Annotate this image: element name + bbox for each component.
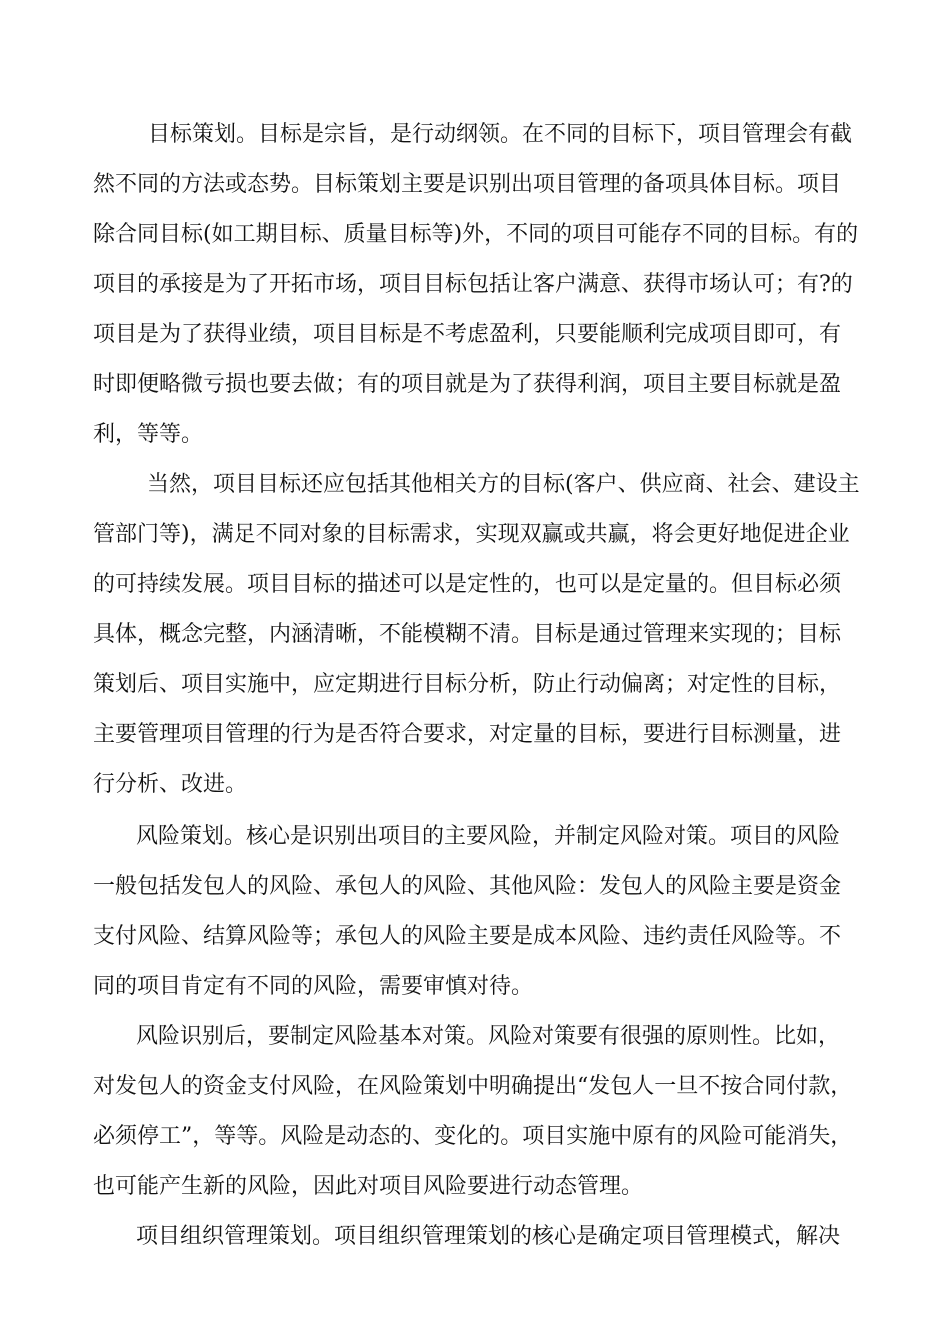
- text-line: 时即便略微亏损也要去做；有的项目就是为了获得利润，项目主要目标就是盈: [93, 372, 842, 397]
- text-line: 也可能产生新的风险，因此对项目风险要进行动态管理。: [93, 1174, 644, 1199]
- text-line: 的可持续发展。项目目标的描述可以是定性的，也可以是定量的。但目标必须: [93, 572, 842, 597]
- text-line: 同的项目肯定有不同的风险，需要审慎对待。: [93, 974, 534, 999]
- text-line: 支付风险、结算风险等；承包人的风险主要是成本风险、违约责任风险等。不: [93, 924, 842, 949]
- text-line: 主要管理项目管理的行为是否符合要求，对定量的目标，要进行目标测量，进: [93, 722, 842, 747]
- text-line: 项目是为了获得业绩，项目目标是不考虑盈利，只要能顺利完成项目即可，有: [93, 322, 842, 347]
- text-line: 具体，概念完整，内涵清晰，不能模糊不清。目标是通过管理来实现的；目标: [93, 622, 842, 647]
- text-line: 管部门等)，满足不同对象的目标需求，实现双赢或共赢，将会更好地促进企业: [93, 522, 850, 547]
- text-line: 策划后、项目实施中，应定期进行目标分析，防止行动偏离；对定性的目标，: [93, 672, 842, 697]
- text-line: 对发包人的资金支付风险，在风险策划中明确提出“发包人一旦不按合同付款，: [93, 1074, 853, 1099]
- text-line: 行分析、改进。: [93, 772, 248, 797]
- text-line: 除合同目标(如工期目标、质量目标等)外，不同的项目可能存不同的目标。有的: [93, 222, 859, 247]
- text-line: 然不同的方法或态势。目标策划主要是识别出项目管理的备项具体目标。项目: [93, 172, 842, 197]
- text-line: 项目的承接是为了开拓市场，项目目标包括让客户满意、获得市场认可；有?的: [93, 272, 853, 297]
- text-line: 目标策划。目标是宗旨，是行动纲领。在不同的目标下，项目管理会有截: [148, 122, 853, 147]
- text-line: 必须停工”，等等。风险是动态的、变化的。项目实施中原有的风险可能消失，: [93, 1124, 853, 1149]
- text-line: 风险策划。核心是识别出项目的主要风险，并制定风险对策。项目的风险: [136, 824, 841, 849]
- text-line: 风险识别后，要制定风险基本对策。风险对策要有很强的原则性。比如，: [136, 1024, 841, 1049]
- text-line: 一般包括发包人的风险、承包人的风险、其他风险：发包人的风险主要是资金: [93, 874, 842, 899]
- text-line: 项目组织管理策划。项目组织管理策划的核心是确定项目管理模式，解决: [136, 1224, 841, 1249]
- text-line: 当然，项目目标还应包括其他相关方的目标(客户、供应商、社会、建设主: [147, 472, 860, 497]
- text-line: 利，等等。: [93, 422, 204, 447]
